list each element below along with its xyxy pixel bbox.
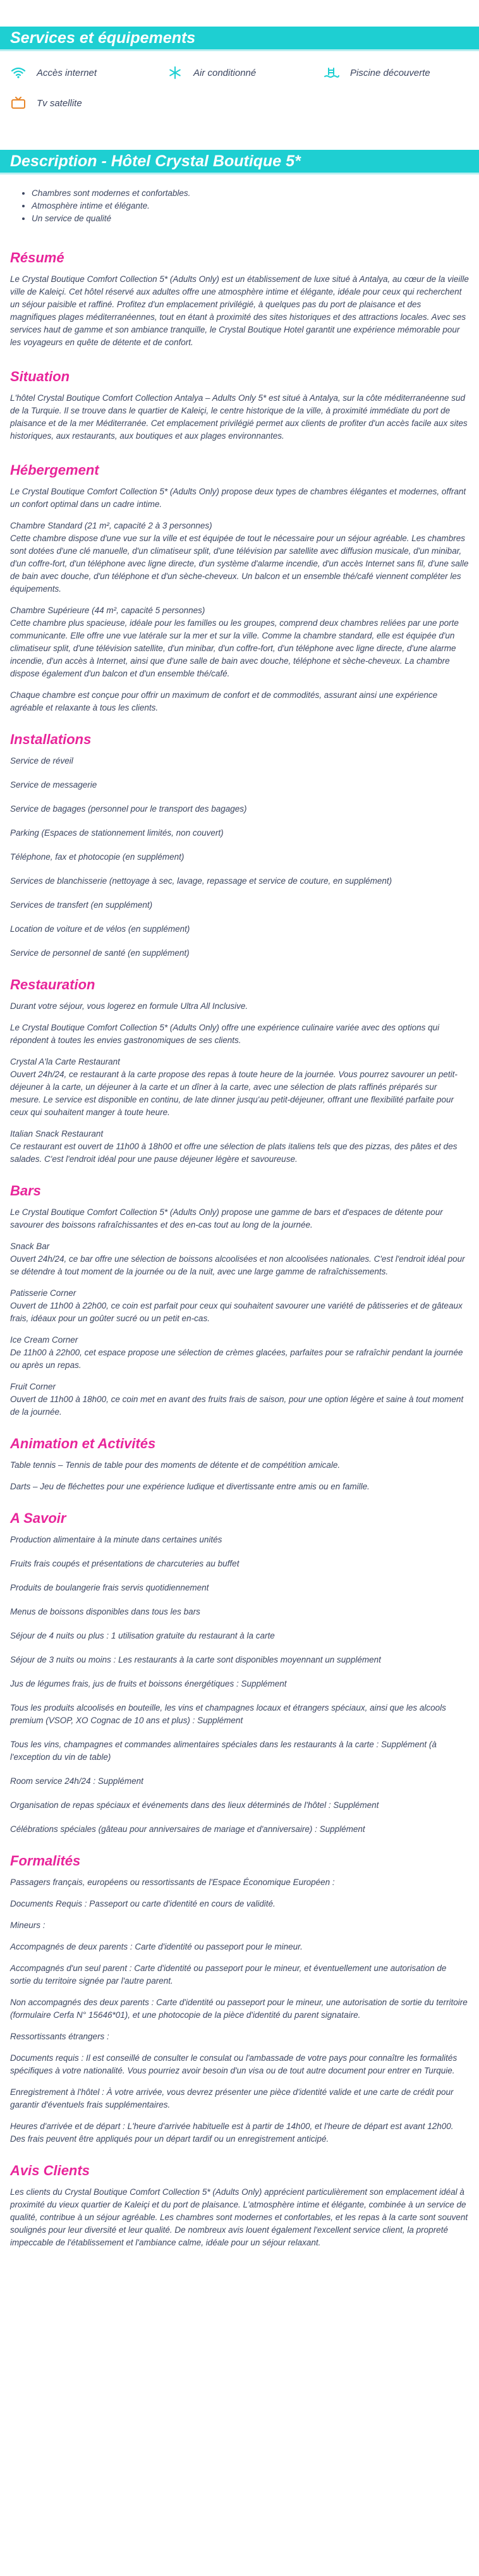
hebergement-outro: Chaque chambre est conçue pour offrir un maximum de confort et de commodités, assurant ainsi une expérience agréable et relaxante à tous les clients. xyxy=(10,690,438,712)
list-item: Service de messagerie xyxy=(10,780,97,790)
list-item: Séjour de 4 nuits ou plus : 1 utilisation gratuite du restaurant à la carte xyxy=(10,1631,275,1640)
list-item: Service de personnel de santé (en supplément) xyxy=(10,948,190,958)
formalites-text: Passagers français, européens ou ressortissants de l'Espace Économique Européen : xyxy=(10,1877,335,1887)
list-item: Téléphone, fax et photocopie (en supplément) xyxy=(10,852,185,862)
facility-tv xyxy=(10,96,82,110)
restaurant-alacarte-text: Crystal A'la Carte Restaurant Ouvert 24h/24, ce restaurant à la carte propose des repas à toute heure de la journée. Vous pourrez savourer un petit-déjeuner à la carte, un déjeuner à la carte et un dîner à la carte, avec une sélection de plats raffinés préparés sur mesure. Le service est disponible en continu, de late dinner jusqu'au petit-déjeuner, offrant une flexibilité parfaite pour ceux qui souhaitent manger à toute heure. xyxy=(10,1057,458,1117)
list-item: Tous les vins, champagnes et commandes alimentaires spéciales dans les restaurants à la carte : Supplément (à l'exception du vin de table) xyxy=(10,1740,437,1762)
patisserie-text: Patisserie Corner Ouvert de 11h00 à 22h00, ce coin est parfait pour ceux qui souhaitent savourer une variété de pâtisseries et de gâteaux frais, idéaux pour un goûter sucré ou un petit en-cas. xyxy=(10,1288,463,1323)
snack-bar-text: Snack Bar Ouvert 24h/24, ce bar offre une sélection de boissons alcoolisées et non alcoolisées nationales. C'est l'endroit idéal pour se détendre à tout moment de la journée ou de la nuit, avec une large gamme de rafraîchissements. xyxy=(10,1242,465,1276)
animation-text: Table tennis – Tennis de table pour des moments de détente et de compétition amicale. xyxy=(10,1460,341,1470)
list-item: Service de réveil xyxy=(10,756,73,766)
description-banner: Description - Hôtel Crystal Boutique 5* xyxy=(0,150,479,174)
list-item: • Chambres sont modernes et confortables. xyxy=(32,187,469,200)
resume-text: Le Crystal Boutique Comfort Collection 5* (Adults Only) est un établissement de luxe situé à Antalya, au cœur de la vieille ville de Kaleiçi. Cet hôtel réservé aux adultes offre une atmosphère intime et élégante, idéale pour ceux qui recherchent un séjour paisible et raffiné. Profitez d'un emplacement privilégié, à quelques pas du port de plaisance et des magnifiques plages méditerranéennes, tout en étant à proximité des sites historiques et des attractions locales. Avec ses services haut de gamme et son ambiance tranquille, le Crystal Boutique Hotel garantit une expérience mémorable pour les voyageurs en quête de détente et de confort. xyxy=(10,274,469,347)
list-item: Location de voiture et de vélos (en supplément) xyxy=(10,924,190,934)
formalites-text: Accompagnés d'un seul parent : Carte d'identité ou passeport pour le mineur, et éventuellement une autorisation de sortie du territoire signée par l'autre parent. xyxy=(10,1963,447,1986)
facilities-grid xyxy=(0,51,479,118)
facility-pool xyxy=(324,66,430,80)
list-item: Production alimentaire à la minute dans certaines unités xyxy=(10,1535,222,1544)
formalites-text: Enregistrement à l'hôtel : À votre arrivée, vous devrez présenter une pièce d'identité valide et une carte de crédit pour garantir d'éventuels frais supplémentaires. xyxy=(10,2087,454,2109)
list-item: Séjour de 3 nuits ou moins : Les restaurants à la carte sont disponibles moyennant un supplément xyxy=(10,1655,381,1664)
facilities-row xyxy=(10,88,469,118)
animation-heading: Animation et Activités xyxy=(10,1436,156,1451)
situation-heading: Situation xyxy=(10,369,70,384)
list-item: Parking (Espaces de stationnement limités, non couvert) xyxy=(10,828,224,838)
tv-icon xyxy=(10,96,27,110)
list-item: • Atmosphère intime et élégante. xyxy=(32,200,469,212)
snowflake-icon xyxy=(167,66,183,80)
formalites-text: Non accompagnés des deux parents : Carte d'identité ou passeport pour le mineur, une autorisation de sortie du territoire (formulaire Cerfa N° 15646*01), et une photocopie de la pièce d'identité du parent signataire. xyxy=(10,1998,468,2020)
services-banner: Services et équipements xyxy=(0,27,479,51)
formalites-text: Mineurs : xyxy=(10,1920,45,1930)
formalites-text: Heures d'arrivée et de départ : L'heure d'arrivée habituelle est à partir de 14h00, et l'heure de départ est avant 12h00. Des frais peuvent être appliqués pour un départ tardif ou un enregistrement anticipé. xyxy=(10,2121,454,2144)
restauration-heading: Restauration xyxy=(10,977,95,992)
list-item: Services de transfert (en supplément) xyxy=(10,900,153,910)
formalites-text: Accompagnés de deux parents : Carte d'identité ou passeport pour le mineur. xyxy=(10,1942,303,1951)
list-item: Room service 24h/24 : Supplément xyxy=(10,1776,143,1786)
situation-text: L'hôtel Crystal Boutique Comfort Collection Antalya – Adults Only 5* est situé à Antalya, sur la côte méditerranéenne sud de la Turquie. Il se trouve dans le quartier de Kaleiçi, le centre historique de la ville, à proximité immédiate du port de plaisance et de la mer Méditerranée. Cet emplacement privilégié permet aux clients de profiter d'un accès facile aux sites historiques, aux restaurants, aux boutiques et aux plages environnantes. xyxy=(10,393,468,441)
restaurant-italian-text: Italian Snack Restaurant Ce restaurant est ouvert de 11h00 à 18h00 et offre une sélection de plats italiens tels que des pizzas, des pâtes et des salades. C'est l'endroit idéal pour une pause déjeuner légère et savoureuse. xyxy=(10,1129,458,1164)
list-item: Menus de boissons disponibles dans tous les bars xyxy=(10,1607,200,1616)
formalites-text: Ressortissants étrangers : xyxy=(10,2032,109,2041)
list-item: Fruits frais coupés et présentations de charcuteries au buffet xyxy=(10,1559,240,1568)
page xyxy=(0,27,479,2249)
list-item: Services de blanchisserie (nettoyage à sec, lavage, repassage et service de couture, en supplément) xyxy=(10,876,392,886)
list-item: Service de bagages (personnel pour le transport des bagages) xyxy=(10,804,247,814)
highlights-list xyxy=(10,187,469,225)
installations-heading: Installations xyxy=(10,731,92,747)
list-item: Célébrations spéciales (gâteau pour anniversaires de mariage et d'anniversaire) : Supplément xyxy=(10,1824,365,1834)
chambre-standard-text: Chambre Standard (21 m², capacité 2 à 3 personnes) Cette chambre dispose d'une vue sur la ville et est équipée de tout le nécessaire pour un séjour agréable. Les chambres sont dotées d'une clé manuelle, d'un climatiseur split, d'une télévision par satellite avec diffusion musicale, d'un minibar, d'un coffre-fort, d'un téléphone avec ligne directe, d'un système d'alarme incendie, d'un accès Internet sans fil, d'une salle de bain avec douche, d'un téléphone et d'un sèche-cheveux. Un balcon et un ensemble thé/café viennent compléter les équipements. xyxy=(10,521,469,594)
chambre-superieure-text: Chambre Supérieure (44 m², capacité 5 personnes) Cette chambre plus spacieuse, idéale pour les familles ou les groupes, comprend deux chambres reliées par une porte communicante. Elle offre une vue latérale sur la mer et sur la ville. Comme la chambre standard, elle est équipée d'un climatiseur split, d'une télévision satellite, d'un minibar, d'un coffre-fort, d'un téléphone avec ligne directe, d'une alarme incendie, d'un accès à Internet, ainsi que d'une salle de bain avec douche, téléphone et sèche-cheveux. La chambre dispose également d'un balcon et d'un ensemble thé/café. xyxy=(10,606,459,678)
avis-heading: Avis Clients xyxy=(10,2163,90,2178)
facility-aircon-label: Air conditionné xyxy=(193,67,257,78)
facilities-row xyxy=(10,58,469,88)
animation-text: Darts – Jeu de fléchettes pour une expérience ludique et divertissante entre amis ou en famille. xyxy=(10,1482,370,1491)
formalites-text: Documents Requis : Passeport ou carte d'identité en cours de validité. xyxy=(10,1899,276,1908)
hebergement-heading: Hébergement xyxy=(10,462,99,478)
facility-pool-label: Piscine découverte xyxy=(350,67,430,78)
formalites-text: Documents requis : Il est conseillé de consulter le consulat ou l'ambassade de votre pays pour connaître les formalités spécifiques à votre nationalité. Vous pourriez avoir besoin d'un visa ou de tout autre document pour entrer en Turquie. xyxy=(10,2053,458,2075)
hebergement-intro: Le Crystal Boutique Comfort Collection 5* (Adults Only) propose deux types de chambres élégantes et modernes, offrant un confort optimal dans un cadre intime. xyxy=(10,487,466,509)
resume-heading: Résumé xyxy=(10,250,64,266)
list-item: Produits de boulangerie frais servis quotidiennement xyxy=(10,1583,209,1592)
facility-tv-label: Tv satellite xyxy=(37,97,82,109)
wifi-icon xyxy=(10,66,27,80)
list-item: Tous les produits alcoolisés en bouteille, les vins et champagnes locaux et étrangers spéciaux, ainsi que les alcools premium (VSOP, XO Cognac de 10 ans et plus) : Supplément xyxy=(10,1703,446,1725)
bars-text: Le Crystal Boutique Comfort Collection 5* (Adults Only) propose une gamme de bars et d'espaces de détente pour savourer des boissons rafraîchissantes et des en-cas tout au long de la journée. xyxy=(10,1207,443,1230)
pool-icon xyxy=(324,66,340,80)
fruit-corner-text: Fruit Corner Ouvert de 11h00 à 18h00, ce coin met en avant des fruits frais de saison, pour une option légère et saine à tout moment de la journée. xyxy=(10,1382,464,1417)
facility-aircon xyxy=(167,66,324,80)
list-item: • Un service de qualité xyxy=(32,212,469,225)
restauration-text: Le Crystal Boutique Comfort Collection 5* (Adults Only) offre une expérience culinaire variée avec des options qui répondent à toutes les envies gastronomiques de ses clients. xyxy=(10,1023,440,1045)
main-content xyxy=(0,174,479,2249)
list-item: Jus de légumes frais, jus de fruits et boissons énergétiques : Supplément xyxy=(10,1679,287,1688)
restauration-text: Durant votre séjour, vous logerez en formule Ultra All Inclusive. xyxy=(10,1001,248,1011)
facility-internet-label: Accès internet xyxy=(37,67,97,78)
a-savoir-heading: A Savoir xyxy=(10,1510,66,1526)
formalites-heading: Formalités xyxy=(10,1853,81,1869)
ice-cream-text: Ice Cream Corner De 11h00 à 22h00, cet espace propose une sélection de crèmes glacées, parfaites pour se rafraîchir pendant la journée ou après un repas. xyxy=(10,1335,463,1370)
avis-text: Les clients du Crystal Boutique Comfort Collection 5* (Adults Only) apprécient particulièrement son emplacement idéal à proximité du vieux quartier de Kaleiçi et du port de plaisance. L'atmosphère intime et élégante, combinée à un service de qualité, contribue à un séjour agréable. Les chambres sont modernes et confortables, et les repas à la carte sont souvent soulignés pour leur diversité et leur qualité. De nombreux avis louent également l'excellent service client, la propreté impeccable de l'établissement et l'ambiance calme, idéale pour un séjour relaxant. xyxy=(10,2187,468,2247)
list-item: Organisation de repas spéciaux et événements dans des lieux déterminés de l'hôtel : Supplément xyxy=(10,1800,379,1810)
bars-heading: Bars xyxy=(10,1183,41,1199)
facility-internet xyxy=(10,66,167,80)
